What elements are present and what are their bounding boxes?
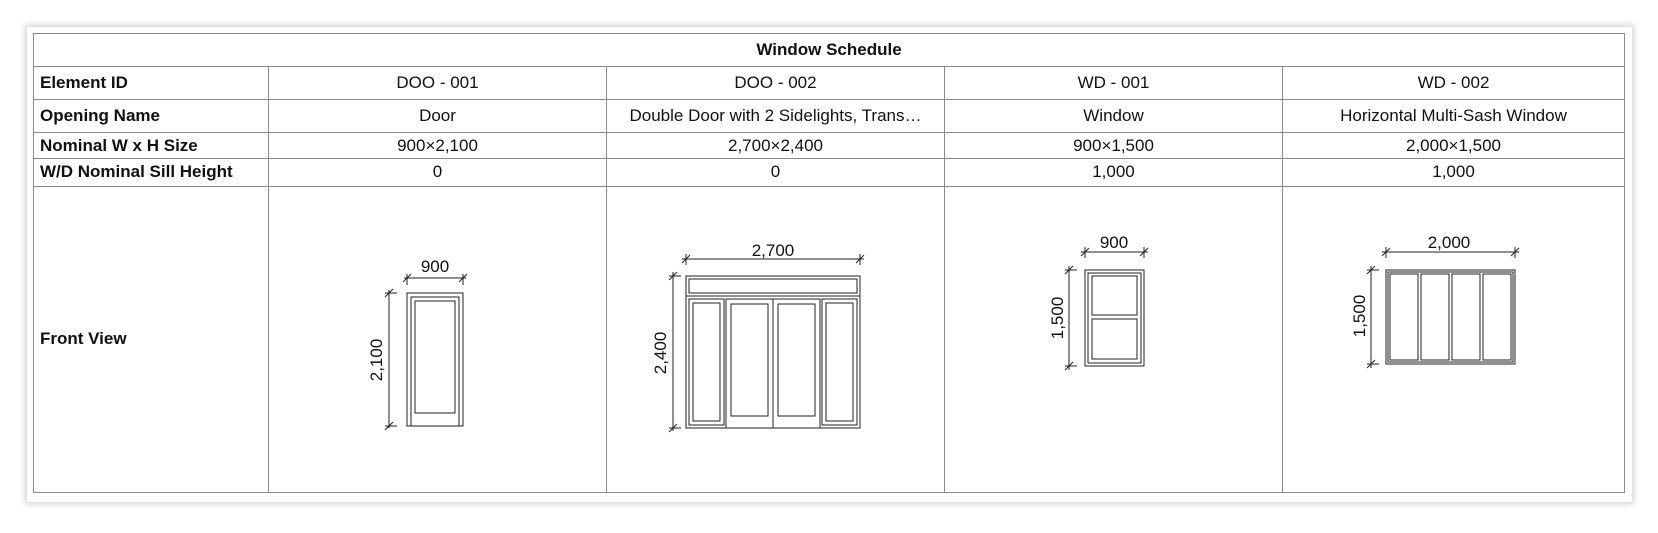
sill-height-cell: 0	[269, 159, 607, 186]
schedule-sheet	[27, 27, 1632, 502]
dimension-height-label: 1,500	[1048, 297, 1067, 340]
dimension-width-label: 900	[420, 257, 450, 277]
front-view-cell	[945, 186, 1283, 492]
dimension-width-label: 2,700	[751, 241, 795, 261]
double-door-elevation-drawing	[613, 188, 945, 490]
element-id-cell: WD - 001	[945, 67, 1283, 99]
row-label-size: Nominal W x H Size	[34, 133, 269, 159]
element-id-cell: DOO - 001	[269, 67, 607, 99]
sill-height-row	[34, 159, 1625, 186]
dimension-height-label: 2,400	[651, 332, 670, 375]
row-label-element-id: Element ID	[34, 67, 269, 99]
dimension-width-label: 900	[1099, 233, 1129, 253]
sill-height-cell: 1,000	[1283, 159, 1625, 186]
size-cell: 2,000×1,500	[1283, 133, 1625, 159]
opening-name-row	[34, 99, 1625, 132]
size-cell: 900×1,500	[945, 133, 1283, 159]
element-id-row	[34, 67, 1625, 99]
size-cell: 2,700×2,400	[607, 133, 945, 159]
front-view-cell	[1283, 186, 1625, 492]
front-view-row	[34, 186, 1625, 492]
door-elevation-drawing	[275, 188, 607, 490]
row-label-opening-name: Opening Name	[34, 99, 269, 132]
size-cell: 900×2,100	[269, 133, 607, 159]
row-label-sill-height: W/D Nominal Sill Height	[34, 159, 269, 186]
opening-name-cell: Window	[945, 99, 1283, 132]
dimension-height-label: 2,100	[367, 339, 386, 382]
opening-name-cell: Horizontal Multi-Sash Window	[1283, 99, 1625, 132]
element-id-cell: WD - 002	[1283, 67, 1625, 99]
dimension-height-label: 1,500	[1350, 295, 1369, 338]
window-schedule-table	[33, 33, 1625, 493]
opening-name-cell: Double Door with 2 Sidelights, Trans…	[607, 99, 945, 132]
multi-sash-window-elevation-drawing	[1289, 188, 1625, 490]
sill-height-cell: 0	[607, 159, 945, 186]
window-elevation-drawing	[951, 188, 1283, 490]
size-row	[34, 133, 1625, 159]
element-id-cell: DOO - 002	[607, 67, 945, 99]
opening-name-cell: Door	[269, 99, 607, 132]
schedule-title: Window Schedule	[34, 34, 1625, 67]
dimension-width-label: 2,000	[1427, 233, 1471, 253]
row-label-front-view: Front View	[34, 186, 269, 492]
sill-height-cell: 1,000	[945, 159, 1283, 186]
title-row	[34, 34, 1625, 67]
front-view-cell	[269, 186, 607, 492]
front-view-cell	[607, 186, 945, 492]
